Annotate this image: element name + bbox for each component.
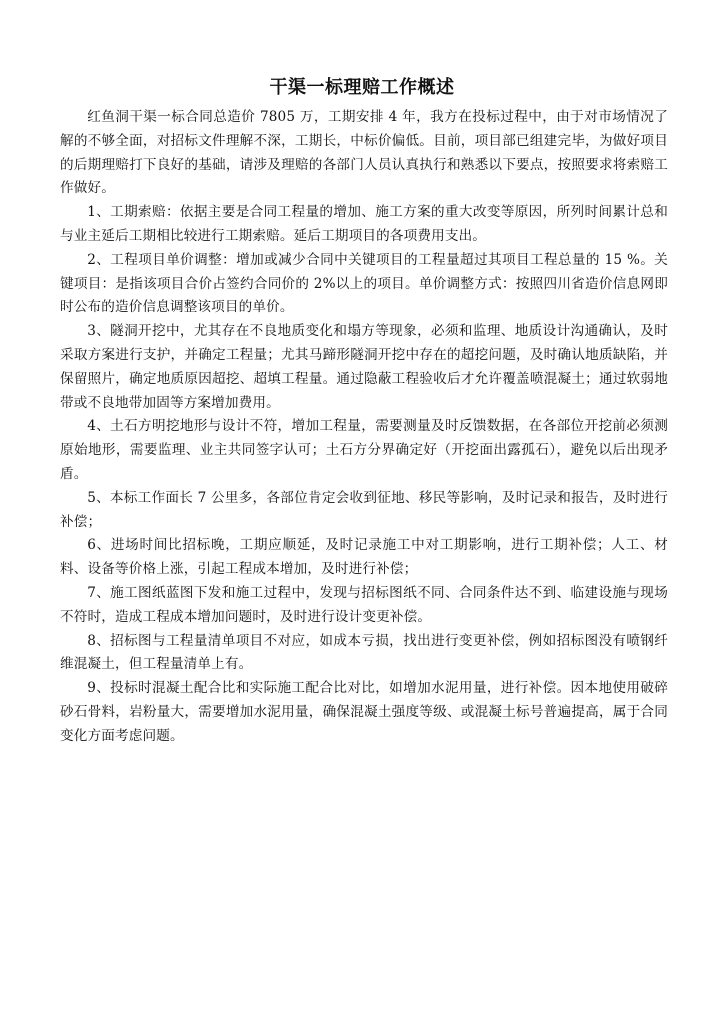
item-3-paragraph: 3、隧洞开挖中，尤其存在不良地质变化和塌方等现象，必须和监理、地质设计沟通确认，及时采取方案进行支护，并确定工程量；尤其马蹄形隧洞开挖中存在的超挖问题，及时确认地质缺陷，并保留照片，确定地质原因超挖、超填工程量。通过隐蔽工程验收后才允许覆盖喷混凝土；通过软弱地带或不良地带加固等方案增加费用。	[60, 323, 668, 411]
item-1-paragraph: 1、工期索赔：依据主要是合同工程量的增加、施工方案的重大改变等原因，所列时间累计总和与业主延后工期相比较进行工期索赔。延后工期项目的各项费用支出。	[60, 204, 668, 244]
item-7-paragraph: 7、施工图纸蓝图下发和施工过程中，发现与招标图纸不同、合同条件达不到、临建设施与现场不符时，造成工程成本增加问题时，及时进行设计变更补偿。	[60, 584, 668, 625]
item-9-paragraph: 9、投标时混凝土配合比和实际施工配合比对比，如增加水泥用量，进行补偿。因本地使用破碎砂石骨料，岩粉量大，需要增加水泥用量，确保混凝土强度等级、或混凝土标号普遍提高，属于合同变化方面考虑问题。	[60, 680, 668, 744]
item-4-paragraph: 4、土石方明挖地形与设计不符，增加工程量，需要测量及时反馈数据，在各部位开挖前必须测原始地形，需要监理、业主共同签字认可；土石方分界确定好（开挖面出露孤石），避免以后出现矛盾。	[60, 418, 668, 482]
item-2-paragraph: 2、工程项目单价调整：增加或减少合同中关键项目的工程量超过其项目工程总量的 15 %。关键项目：是指该项目合价占签约合同价的 2%以上的项目。单价调整方式：按照四川省造价信息网即时公布的造价信息调整该项目的单价。	[60, 251, 668, 316]
item-5-paragraph: 5、本标工作面长 7 公里多，各部位肯定会收到征地、移民等影响，及时记录和报告，及时进行补偿；	[60, 489, 668, 530]
document-title: 干渠一标理赔工作概述	[269, 77, 455, 98]
document-body	[60, 106, 668, 749]
item-6-paragraph: 6、进场时间比招标晚，工期应顺延，及时记录施工中对工期影响，进行工期补偿；人工、材料、设备等价格上涨，引起工程成本增加，及时进行补偿；	[60, 537, 668, 578]
item-8-paragraph: 8、招标图与工程量清单项目不对应，如成本亏损，找出进行变更补偿，例如招标图没有喷钢纤维混凝土，但工程量清单上有。	[60, 632, 668, 673]
intro-paragraph: 红鱼洞干渠一标合同总造价 7805 万，工期安排 4 年，我方在投标过程中，由于对市场情况了解的不够全面，对招标文件理解不深，工期长，中标价偏低。目前，项目部已组建完毕，为做好项目的后期理赔打下良好的基础，请涉及理赔的各部门人员认真执行和熟悉以下要点，按照要求将索赔工作做好。	[60, 109, 668, 197]
